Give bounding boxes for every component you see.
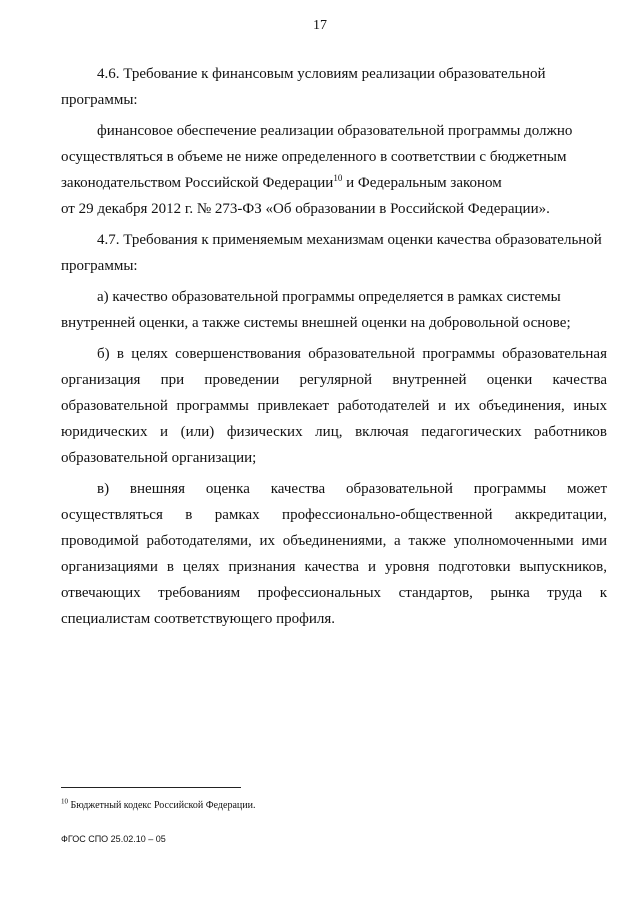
footnote-text: Бюджетный кодекс Российской Федерации. (68, 800, 256, 811)
section-4-6-body-line3-pre: законодательством Российской Федерации (61, 175, 334, 191)
section-4-7-item-a-line1: а) качество образовательной программы определяется в рамках системы (97, 289, 561, 305)
section-4-7-item-b: б) в целях совершенствования образовательной программы образовательная организация при проведении регулярной внутренней оценки качества образовательной программы привлекает работодателей и их объединения, иных юридических и (или) физических лиц, включая педагогических работников образовательной организации; (61, 346, 607, 466)
section-4-6-body-line4: от 29 декабря 2012 г. № 273-ФЗ «Об образовании в Российской Федерации». (61, 201, 550, 217)
section-4-6-heading-cont: программы: (61, 92, 138, 108)
section-4-7-heading-cont: программы: (61, 258, 138, 274)
section-4-7-item-a-line2: внутренней оценки, а также системы внешней оценки на добровольной основе; (61, 315, 571, 331)
section-4-6-heading: 4.6. Требование к финансовым условиям реализации образовательной (97, 66, 546, 82)
footnote-divider (61, 787, 241, 788)
section-4-7-heading: 4.7. Требования к применяемым механизмам оценки качества образовательной (97, 232, 602, 248)
document-code: ФГОС СПО 25.02.10 – 05 (61, 834, 166, 844)
footnote-number: 10 (61, 797, 68, 806)
section-4-6-body-line3 (61, 170, 607, 196)
section-4-6-body-line3-post: и Федеральным законом (342, 175, 502, 191)
page-number: 17 (313, 18, 327, 33)
section-4-6-body-line1: финансовое обеспечение реализации образовательной программы должно (97, 123, 573, 139)
section-4-6-body-line2: осуществляться в объеме не ниже определенного в соответствии с бюджетным (61, 149, 567, 165)
footnote-reference: 10 (333, 173, 343, 183)
footnote (61, 799, 607, 813)
section-4-7-item-c: в) внешняя оценка качества образовательной программы может осуществляться в рамках профессионально-общественной аккредитации, проводимой работодателями, их объединениями, а также уполномоченными ими организациями в целях признания качества и уровня подготовки выпускников, отвечающих требованиям профессиональных стандартов, рынка труда к специалистам соответствующего профиля. (61, 481, 607, 627)
document-body (61, 61, 607, 637)
